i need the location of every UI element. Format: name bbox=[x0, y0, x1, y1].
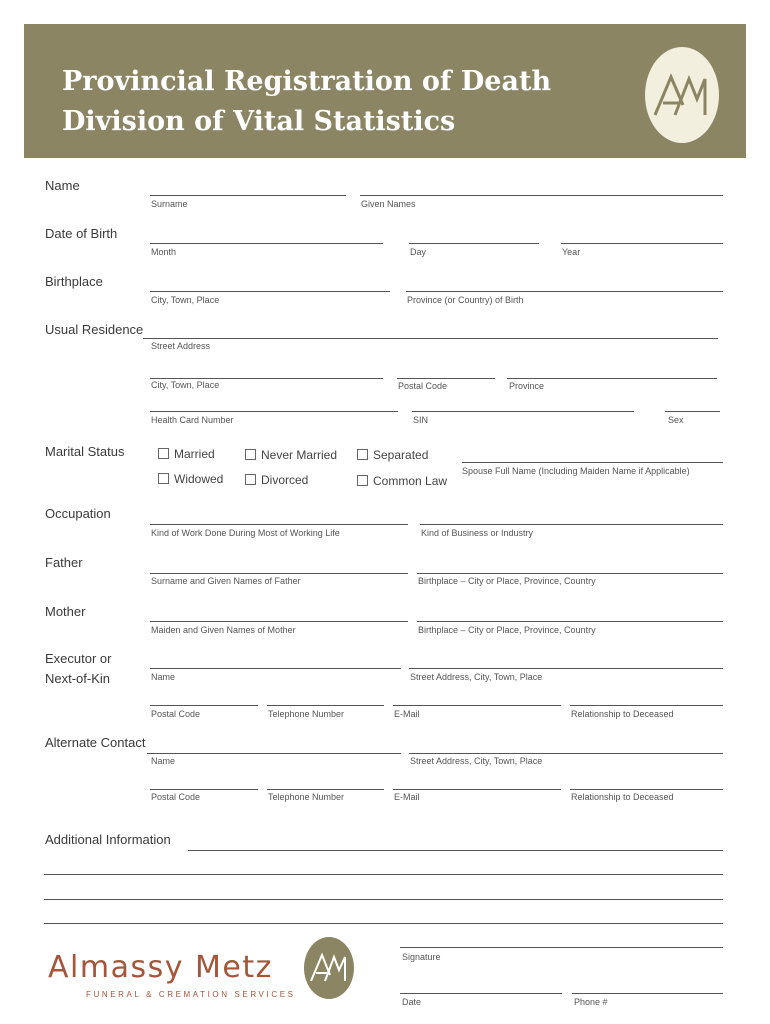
widowed-checkbox[interactable] bbox=[158, 472, 223, 486]
executor-email-field[interactable] bbox=[393, 705, 561, 706]
brand-name: Almassy Metz bbox=[48, 950, 273, 985]
name-label: Name bbox=[45, 178, 80, 193]
street-address-field[interactable] bbox=[143, 338, 718, 339]
page-title bbox=[62, 62, 551, 142]
additional-info-line-2[interactable] bbox=[44, 874, 723, 875]
birthplace-label: Birthplace bbox=[45, 274, 103, 289]
alternate-contact-label: Alternate Contact bbox=[45, 735, 146, 750]
alternate-email-field[interactable] bbox=[393, 789, 561, 790]
signature-field[interactable] bbox=[400, 947, 723, 948]
spouse-name-field[interactable] bbox=[462, 462, 723, 463]
father-name-hint: Surname and Given Names of Father bbox=[151, 576, 301, 586]
sex-hint: Sex bbox=[668, 415, 684, 425]
common-law-checkbox[interactable] bbox=[357, 474, 447, 488]
health-card-hint: Health Card Number bbox=[151, 415, 234, 425]
executor-label-line-1: Executor or bbox=[45, 651, 112, 666]
kind-of-work-field[interactable] bbox=[150, 524, 408, 525]
executor-phone-field[interactable] bbox=[267, 705, 384, 706]
am-monogram-icon bbox=[645, 47, 719, 143]
married-label: Married bbox=[174, 447, 215, 461]
executor-postal-field[interactable] bbox=[150, 705, 258, 706]
widowed-label: Widowed bbox=[174, 472, 224, 486]
date-hint: Date bbox=[402, 997, 422, 1007]
res-province-field[interactable] bbox=[507, 378, 717, 379]
checkbox-box[interactable] bbox=[158, 473, 169, 484]
married-checkbox[interactable] bbox=[158, 447, 215, 461]
checkbox-box[interactable] bbox=[245, 449, 256, 460]
day-hint: Day bbox=[410, 247, 427, 257]
sex-field[interactable] bbox=[665, 411, 720, 412]
divorced-label: Divorced bbox=[261, 473, 309, 487]
executor-name-field[interactable] bbox=[150, 668, 401, 669]
father-label: Father bbox=[45, 555, 83, 570]
given-names-field[interactable] bbox=[360, 195, 723, 196]
dob-day-field[interactable] bbox=[409, 243, 539, 244]
kind-of-business-field[interactable] bbox=[420, 524, 723, 525]
res-city-field[interactable] bbox=[150, 378, 383, 379]
father-name-field[interactable] bbox=[150, 573, 408, 574]
executor-street-hint: Street Address, City, Town, Place bbox=[410, 672, 543, 682]
separated-label: Separated bbox=[373, 448, 429, 462]
additional-info-line-3[interactable] bbox=[44, 899, 723, 900]
surname-field[interactable] bbox=[150, 195, 346, 196]
executor-email-hint: E-Mail bbox=[394, 709, 420, 719]
father-birthplace-field[interactable] bbox=[417, 573, 723, 574]
executor-name-hint: Name bbox=[151, 672, 176, 682]
alternate-street-field[interactable] bbox=[409, 753, 723, 754]
alternate-relationship-field[interactable] bbox=[570, 789, 723, 790]
alternate-phone-field[interactable] bbox=[267, 789, 384, 790]
dob-month-field[interactable] bbox=[150, 243, 383, 244]
mother-name-hint: Maiden and Given Names of Mother bbox=[151, 625, 296, 635]
brand-tagline: FUNERAL & CREMATION SERVICES bbox=[86, 990, 296, 999]
mother-birthplace-field[interactable] bbox=[417, 621, 723, 622]
birth-city-field[interactable] bbox=[150, 291, 390, 292]
sin-field[interactable] bbox=[412, 411, 634, 412]
birth-province-field[interactable] bbox=[406, 291, 723, 292]
birth-city-hint: City, Town, Place bbox=[151, 295, 220, 305]
mother-name-field[interactable] bbox=[150, 621, 408, 622]
alternate-email-hint: E-Mail bbox=[394, 792, 420, 802]
executor-phone-hint: Telephone Number bbox=[268, 709, 345, 719]
alternate-postal-field[interactable] bbox=[150, 789, 258, 790]
res-postal-field[interactable] bbox=[397, 378, 495, 379]
additional-info-label: Additional Information bbox=[45, 832, 171, 847]
am-monogram-logo-small bbox=[304, 937, 354, 999]
common-law-label: Common Law bbox=[373, 474, 448, 488]
executor-street-field[interactable] bbox=[409, 668, 723, 669]
alternate-name-hint: Name bbox=[151, 756, 176, 766]
am-monogram-icon bbox=[304, 937, 354, 999]
checkbox-box[interactable] bbox=[245, 474, 256, 485]
province-hint: Province bbox=[509, 381, 545, 391]
alternate-street-hint: Street Address, City, Town, Place bbox=[410, 756, 543, 766]
spouse-hint: Spouse Full Name (Including Maiden Name if Applicable) bbox=[462, 466, 690, 476]
father-birthplace-hint: Birthplace – City or Place, Province, Country bbox=[418, 576, 596, 586]
street-hint: Street Address bbox=[151, 341, 211, 351]
month-hint: Month bbox=[151, 247, 177, 257]
executor-label-line-2: Next-of-Kin bbox=[45, 671, 111, 686]
divorced-checkbox[interactable] bbox=[245, 473, 308, 487]
alternate-phone-hint: Telephone Number bbox=[268, 792, 345, 802]
marital-label: Marital Status bbox=[45, 444, 125, 459]
mother-birthplace-hint: Birthplace – City or Place, Province, Country bbox=[418, 625, 596, 635]
executor-postal-hint: Postal Code bbox=[151, 709, 201, 719]
dob-year-field[interactable] bbox=[561, 243, 723, 244]
postal-hint: Postal Code bbox=[398, 381, 448, 391]
date-field[interactable] bbox=[400, 993, 562, 994]
additional-info-line-1[interactable] bbox=[188, 850, 723, 851]
alternate-name-field[interactable] bbox=[147, 753, 401, 754]
residence-label: Usual Residence bbox=[45, 322, 144, 337]
title-line-1: Provincial Registration of Death bbox=[62, 66, 552, 97]
given-names-hint: Given Names bbox=[361, 199, 416, 209]
phone-field[interactable] bbox=[572, 993, 723, 994]
checkbox-box[interactable] bbox=[357, 449, 368, 460]
alternate-postal-hint: Postal Code bbox=[151, 792, 201, 802]
never-married-checkbox[interactable] bbox=[245, 448, 337, 462]
am-monogram-logo bbox=[645, 47, 719, 143]
occupation-label: Occupation bbox=[45, 506, 111, 521]
alternate-relationship-hint: Relationship to Deceased bbox=[571, 792, 674, 802]
executor-relationship-hint: Relationship to Deceased bbox=[571, 709, 674, 719]
never-married-label: Never Married bbox=[261, 448, 338, 462]
surname-hint: Surname bbox=[151, 199, 188, 209]
sin-hint: SIN bbox=[413, 415, 429, 425]
mother-label: Mother bbox=[45, 604, 86, 619]
kind-business-hint: Kind of Business or Industry bbox=[421, 528, 534, 538]
kind-work-hint: Kind of Work Done During Most of Working Life bbox=[151, 528, 340, 538]
separated-checkbox[interactable] bbox=[357, 448, 428, 462]
executor-relationship-field[interactable] bbox=[570, 705, 723, 706]
checkbox-box[interactable] bbox=[357, 475, 368, 486]
birth-province-hint: Province (or Country) of Birth bbox=[407, 295, 524, 305]
dob-label: Date of Birth bbox=[45, 226, 118, 241]
res-city-hint: City, Town, Place bbox=[151, 380, 220, 390]
health-card-field[interactable] bbox=[150, 411, 398, 412]
checkbox-box[interactable] bbox=[158, 448, 169, 459]
signature-hint: Signature bbox=[402, 952, 441, 962]
year-hint: Year bbox=[562, 247, 581, 257]
additional-info-line-4[interactable] bbox=[44, 923, 723, 924]
title-line-2: Division of Vital Statistics bbox=[62, 106, 456, 137]
phone-hint: Phone # bbox=[574, 997, 608, 1007]
